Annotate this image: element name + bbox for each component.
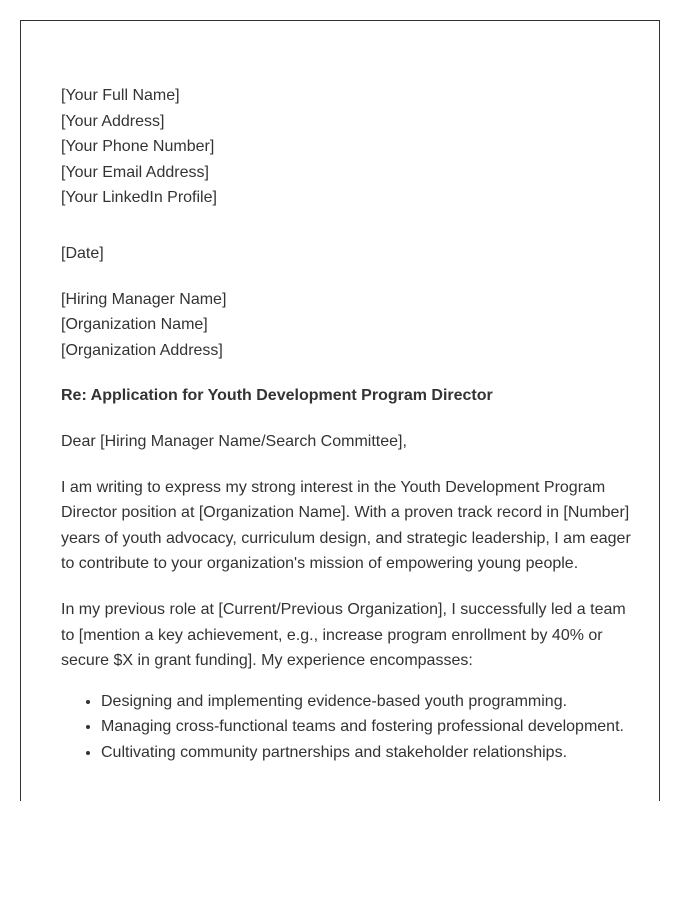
recipient-name: [Hiring Manager Name] bbox=[61, 290, 227, 308]
experience-list bbox=[61, 689, 631, 766]
recipient-organization: [Organization Name] bbox=[61, 316, 208, 334]
sender-block bbox=[61, 83, 631, 211]
list-item: • Designing and implementing evidence-based youth programming. bbox=[101, 689, 631, 715]
recipient-block bbox=[61, 287, 631, 364]
sender-name: [Your Full Name] bbox=[61, 87, 180, 104]
subject-line: Re: Application for Youth Development Program Director bbox=[61, 387, 493, 405]
list-item: • Managing cross-functional teams and fostering professional development. bbox=[101, 714, 631, 740]
sender-phone: [Your Phone Number] bbox=[61, 138, 215, 156]
list-item: • Cultivating community partnerships and stakeholder relationships. bbox=[101, 740, 631, 766]
recipient-address: [Organization Address] bbox=[61, 341, 223, 359]
sender-address: [Your Address] bbox=[61, 112, 165, 130]
body-paragraph-1: I am writing to express my strong interest in the Youth Development Program Director position at [Organization Name]. With a proven track record in [Number] years of youth advocacy, curriculum design, and strategic leadership, I am eager to contribute to your organization's mission of empowering young people. bbox=[61, 478, 631, 573]
salutation: Dear [Hiring Manager Name/Search Committee], bbox=[61, 432, 407, 450]
letter-content bbox=[61, 83, 631, 765]
body-paragraph-2: In my previous role at [Current/Previous Organization], I successfully led a team to [mention a key achievement, e.g., increase program enrollment by 40% or secure $X in grant funding]. My experience encompasses: bbox=[61, 600, 626, 670]
sender-email: [Your Email Address] bbox=[61, 163, 209, 181]
letter-page bbox=[20, 20, 660, 801]
sender-linkedin: [Your LinkedIn Profile] bbox=[61, 189, 217, 207]
letter-date: [Date] bbox=[61, 244, 104, 262]
